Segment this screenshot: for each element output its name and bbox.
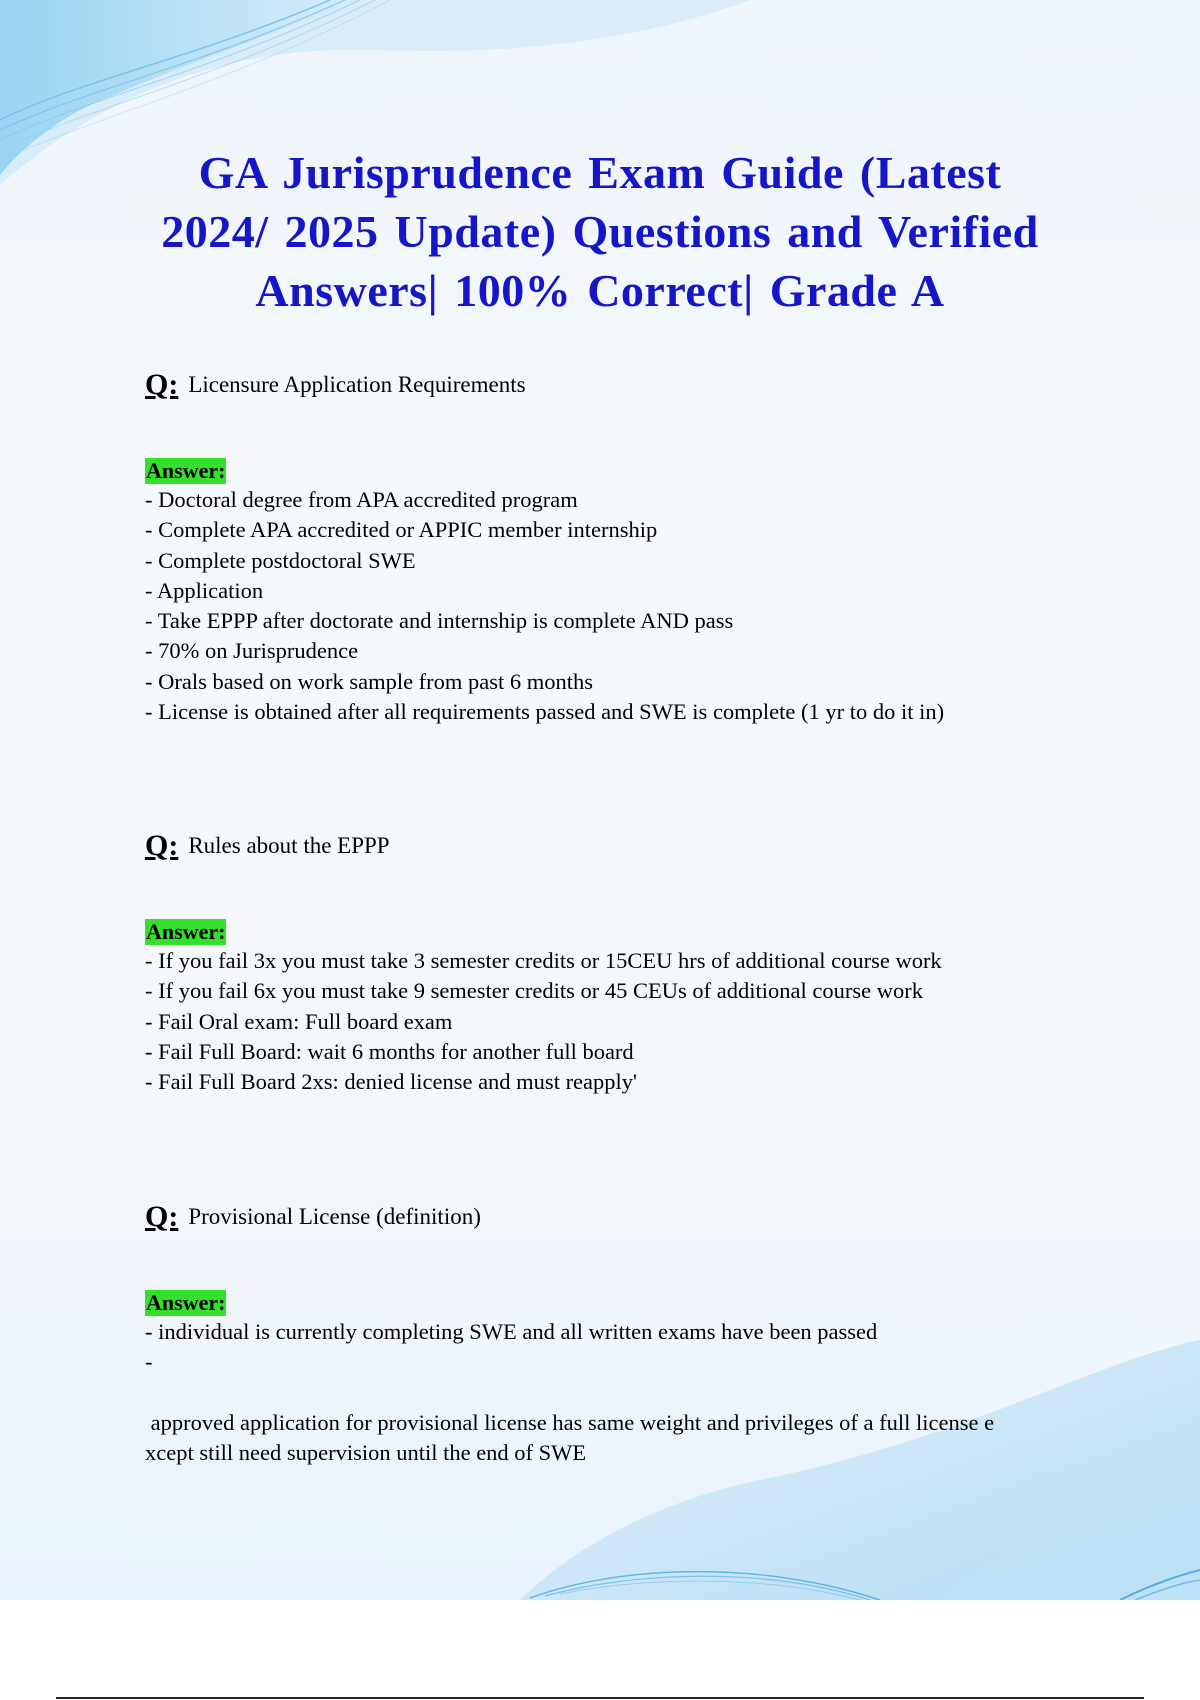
answer-line: - Orals based on work sample from past 6 months [145, 668, 594, 694]
question-prefix: Q: [145, 368, 179, 401]
answer-lines [145, 485, 1125, 727]
question-text: Provisional License (definition) [188, 1204, 481, 1229]
answer-line: - Doctoral degree from APA accredited program [145, 487, 578, 512]
answer-line: xcept still need supervision until the end of SWE [145, 1440, 587, 1466]
title-line: 2024/ 2025 Update) Questions and Verified [161, 206, 1039, 257]
answer-line: - Take EPPP after doctorate and internship is complete AND pass [145, 608, 734, 634]
answer-line: - [145, 1349, 153, 1375]
answer-line: - License is obtained after all requirements passed and SWE is complete (1 yr to do it in) [145, 699, 945, 725]
question-row [145, 370, 1125, 400]
answer-line-blank [145, 1378, 1125, 1408]
answer-line: - Complete APA accredited or APPIC member internship [145, 517, 658, 543]
qa-item-1 [145, 370, 1125, 727]
answer-line: - 70% on Jurisprudence [145, 638, 359, 664]
answer-line: - Application [145, 577, 264, 603]
answer-line: - If you fail 6x you must take 9 semester credits or 45 CEUs of additional course work [145, 978, 923, 1004]
question-text: Rules about the EPPP [188, 833, 390, 858]
title-line: GA Jurisprudence Exam Guide (Latest [198, 147, 1002, 198]
answer-lines [145, 1317, 1125, 1468]
question-text: Licensure Application Requirements [188, 372, 526, 397]
answer-lines [145, 946, 1125, 1097]
answer-line: - Complete postdoctoral SWE [145, 547, 416, 573]
qa-item-2 [145, 831, 1125, 1097]
answer-line: - individual is currently completing SWE and all written exams have been passed [145, 1319, 878, 1344]
answer-line: - Fail Oral exam: Full board exam [145, 1008, 453, 1034]
answer-label: Answer: [146, 919, 226, 944]
document-title [110, 143, 1090, 320]
answer-label: Answer: [146, 1290, 226, 1315]
answer-line: - Fail Full Board 2xs: denied license and must reapply' [145, 1069, 638, 1095]
answer-label: Answer: [146, 458, 226, 483]
question-row [145, 1202, 1125, 1232]
answer-line: - If you fail 3x you must take 3 semester credits or 15CEU hrs of additional course work [145, 948, 942, 973]
qa-item-3 [145, 1202, 1125, 1468]
title-line: Answers| 100% Correct| Grade A [255, 265, 945, 316]
question-row [145, 831, 1125, 861]
question-prefix: Q: [145, 1200, 179, 1233]
answer-line: - Fail Full Board: wait 6 months for another full board [145, 1038, 634, 1064]
footer-divider [56, 1697, 1144, 1699]
question-prefix: Q: [145, 829, 179, 862]
answer-line: approved application for provisional license has same weight and privileges of a full license e [145, 1409, 995, 1435]
